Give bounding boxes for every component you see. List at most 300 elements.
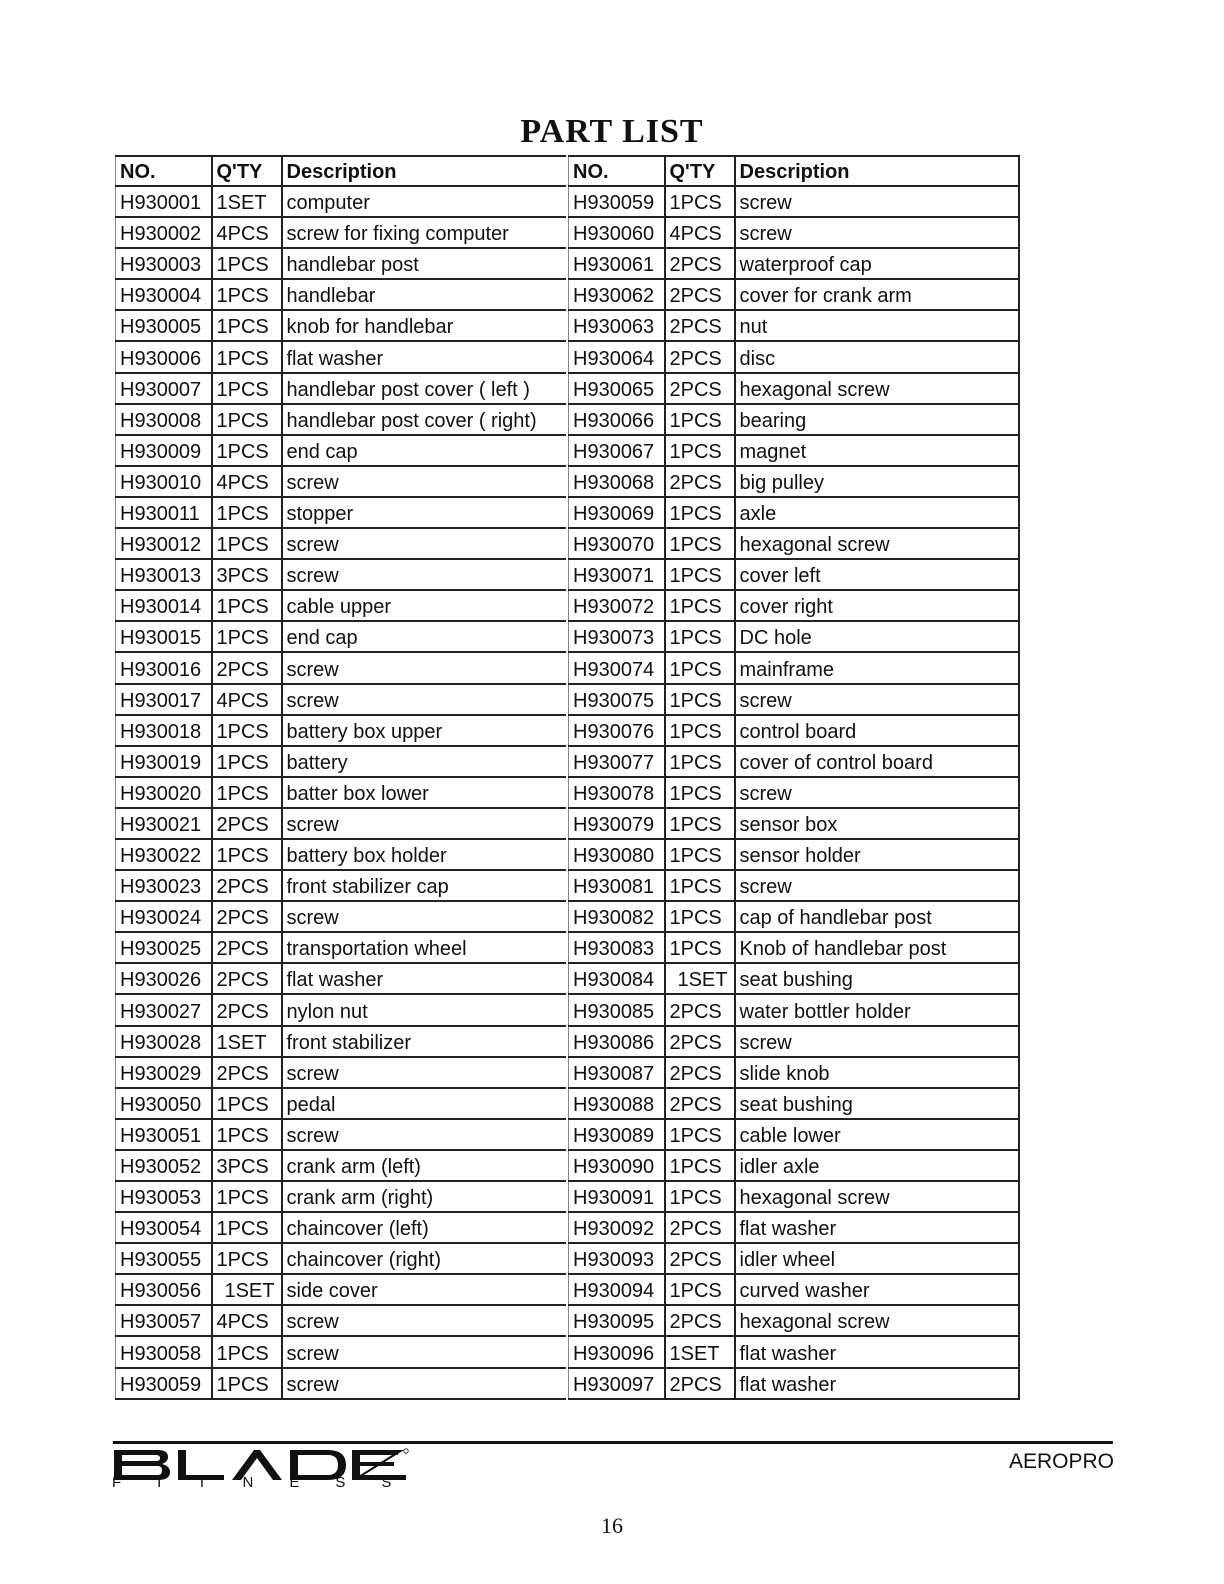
table-row <box>116 870 567 901</box>
description: batter box lower <box>282 777 567 808</box>
part-number: H930053 <box>116 1181 212 1212</box>
table-row <box>569 373 1020 404</box>
quantity: 1PCS <box>212 528 282 559</box>
quantity: 2PCS <box>212 808 282 839</box>
table-row <box>116 279 567 310</box>
quantity: 1PCS <box>212 839 282 870</box>
table-row <box>569 559 1020 590</box>
table-row <box>569 621 1020 652</box>
description: front stabilizer cap <box>282 870 567 901</box>
description: screw for fixing computer <box>282 217 567 248</box>
description: screw <box>735 684 1020 715</box>
quantity: 2PCS <box>212 652 282 683</box>
quantity: 1PCS <box>665 435 735 466</box>
table-row <box>116 186 567 217</box>
part-number: H930060 <box>569 217 665 248</box>
part-number: H930083 <box>569 932 665 963</box>
table-row <box>569 1305 1020 1336</box>
description: crank arm (left) <box>282 1150 567 1181</box>
quantity: 1PCS <box>665 1119 735 1150</box>
table-row <box>569 1057 1020 1088</box>
table-row <box>569 590 1020 621</box>
table-row <box>116 746 567 777</box>
part-number: H930092 <box>569 1212 665 1243</box>
part-number: H930015 <box>116 621 212 652</box>
part-number: H930096 <box>569 1336 665 1367</box>
part-number: H930074 <box>569 652 665 683</box>
part-number: H930059 <box>569 186 665 217</box>
quantity: 1PCS <box>665 808 735 839</box>
table-row <box>569 1150 1020 1181</box>
part-number: H930072 <box>569 590 665 621</box>
description: water bottler holder <box>735 994 1020 1025</box>
quantity: 1PCS <box>665 186 735 217</box>
table-header-row <box>569 156 1020 186</box>
table-row <box>569 466 1020 497</box>
table-row <box>116 1150 567 1181</box>
table-row <box>116 1336 567 1367</box>
quantity: 1PCS <box>212 373 282 404</box>
description: mainframe <box>735 652 1020 683</box>
part-number: H930058 <box>116 1336 212 1367</box>
part-number: H930027 <box>116 994 212 1025</box>
part-number: H930011 <box>116 497 212 528</box>
quantity: 2PCS <box>665 310 735 341</box>
description: flat washer <box>735 1212 1020 1243</box>
header-no: NO. <box>569 156 665 186</box>
description: flat washer <box>282 963 567 994</box>
description: battery box holder <box>282 839 567 870</box>
description: screw <box>735 217 1020 248</box>
quantity: 2PCS <box>665 1057 735 1088</box>
description: screw <box>282 652 567 683</box>
quantity: 2PCS <box>665 341 735 372</box>
page-number: 16 <box>601 1513 623 1538</box>
quantity: 1PCS <box>212 1243 282 1274</box>
parts-table-right <box>568 155 1020 1400</box>
description: battery <box>282 746 567 777</box>
part-number: H930001 <box>116 186 212 217</box>
part-number: H930021 <box>116 808 212 839</box>
part-number: H930006 <box>116 341 212 372</box>
part-number: H930085 <box>569 994 665 1025</box>
quantity: 1PCS <box>212 1119 282 1150</box>
table-row <box>569 404 1020 435</box>
table-header-row <box>116 156 567 186</box>
table-row <box>569 870 1020 901</box>
quantity: 1PCS <box>665 746 735 777</box>
table-row <box>569 994 1020 1025</box>
header-description: Description <box>282 156 567 186</box>
table-row <box>569 1368 1020 1399</box>
part-number: H930084 <box>569 963 665 994</box>
description: hexagonal screw <box>735 528 1020 559</box>
quantity: 1PCS <box>212 1336 282 1367</box>
part-number: H930026 <box>116 963 212 994</box>
quantity: 3PCS <box>212 1150 282 1181</box>
part-number: H930091 <box>569 1181 665 1212</box>
table-row <box>116 404 567 435</box>
description: crank arm (right) <box>282 1181 567 1212</box>
table-row <box>116 217 567 248</box>
quantity: 2PCS <box>665 1088 735 1119</box>
part-number: H930024 <box>116 901 212 932</box>
table-row <box>569 715 1020 746</box>
table-row <box>569 1181 1020 1212</box>
description: idler axle <box>735 1150 1020 1181</box>
model-name: AEROPRO <box>1008 1450 1114 1473</box>
quantity: 1PCS <box>665 839 735 870</box>
description: flat washer <box>735 1368 1020 1399</box>
quantity: 1SET <box>212 1026 282 1057</box>
description: flat washer <box>282 341 567 372</box>
table-row <box>116 994 567 1025</box>
description: screw <box>282 684 567 715</box>
table-row <box>569 310 1020 341</box>
description: handlebar post cover ( right) <box>282 404 567 435</box>
part-number: H930028 <box>116 1026 212 1057</box>
part-number: H930017 <box>116 684 212 715</box>
description: seat bushing <box>735 1088 1020 1119</box>
part-number: H930081 <box>569 870 665 901</box>
part-number: H930065 <box>569 373 665 404</box>
description: screw <box>282 1119 567 1150</box>
quantity: 2PCS <box>212 994 282 1025</box>
quantity: 1PCS <box>665 715 735 746</box>
quantity: 2PCS <box>212 1057 282 1088</box>
description: screw <box>735 870 1020 901</box>
part-number: H930022 <box>116 839 212 870</box>
part-number: H930066 <box>569 404 665 435</box>
quantity: 1PCS <box>665 404 735 435</box>
table-row <box>116 528 567 559</box>
part-number: H930090 <box>569 1150 665 1181</box>
quantity: 1PCS <box>212 1212 282 1243</box>
table-row <box>116 963 567 994</box>
description: screw <box>282 559 567 590</box>
part-number: H930016 <box>116 652 212 683</box>
description: nut <box>735 310 1020 341</box>
table-row <box>116 777 567 808</box>
description: axle <box>735 497 1020 528</box>
part-number: H930093 <box>569 1243 665 1274</box>
description: chaincover (right) <box>282 1243 567 1274</box>
description: slide knob <box>735 1057 1020 1088</box>
quantity: 1SET <box>665 1336 735 1367</box>
quantity: 2PCS <box>212 932 282 963</box>
part-number: H930004 <box>116 279 212 310</box>
part-number: H930002 <box>116 217 212 248</box>
quantity: 1PCS <box>665 870 735 901</box>
part-number: H930059 <box>116 1368 212 1399</box>
part-number: H930020 <box>116 777 212 808</box>
quantity: 4PCS <box>212 217 282 248</box>
table-row <box>116 652 567 683</box>
description: hexagonal screw <box>735 1305 1020 1336</box>
part-number: H930003 <box>116 248 212 279</box>
description: handlebar post <box>282 248 567 279</box>
part-number: H930089 <box>569 1119 665 1150</box>
part-number: H930012 <box>116 528 212 559</box>
part-number: H930076 <box>569 715 665 746</box>
table-row <box>569 901 1020 932</box>
table-row <box>569 808 1020 839</box>
table-row <box>116 839 567 870</box>
quantity: 1PCS <box>665 590 735 621</box>
table-row <box>116 559 567 590</box>
table-row <box>116 341 567 372</box>
part-number: H930094 <box>569 1274 665 1305</box>
quantity: 1PCS <box>212 746 282 777</box>
description: sensor holder <box>735 839 1020 870</box>
quantity: 2PCS <box>665 373 735 404</box>
part-number: H930097 <box>569 1368 665 1399</box>
part-number: H930010 <box>116 466 212 497</box>
part-number: H930073 <box>569 621 665 652</box>
description: hexagonal screw <box>735 1181 1020 1212</box>
table-row <box>569 1274 1020 1305</box>
quantity: 1PCS <box>212 248 282 279</box>
part-number: H930061 <box>569 248 665 279</box>
quantity: 1PCS <box>212 497 282 528</box>
part-number: H930051 <box>116 1119 212 1150</box>
part-number: H930005 <box>116 310 212 341</box>
quantity: 1PCS <box>665 684 735 715</box>
table-row <box>116 1026 567 1057</box>
description: cover left <box>735 559 1020 590</box>
description: end cap <box>282 621 567 652</box>
description: knob for handlebar <box>282 310 567 341</box>
quantity: 1PCS <box>665 777 735 808</box>
description: handlebar <box>282 279 567 310</box>
description: cable lower <box>735 1119 1020 1150</box>
quantity: 1PCS <box>212 310 282 341</box>
quantity: 1SET <box>212 186 282 217</box>
header-description: Description <box>735 156 1020 186</box>
description: screw <box>282 901 567 932</box>
quantity: 2PCS <box>665 1026 735 1057</box>
part-number: H930075 <box>569 684 665 715</box>
table-row <box>116 684 567 715</box>
page-title: PART LIST <box>520 113 704 150</box>
quantity: 2PCS <box>665 466 735 497</box>
logo-subtitle: FITNESS <box>112 1474 428 1491</box>
table-row <box>569 1119 1020 1150</box>
part-number: H930068 <box>569 466 665 497</box>
quantity: 1PCS <box>665 652 735 683</box>
quantity: 1PCS <box>212 1088 282 1119</box>
table-row <box>569 248 1020 279</box>
quantity: 2PCS <box>665 1212 735 1243</box>
description: screw <box>282 1057 567 1088</box>
quantity: 2PCS <box>665 279 735 310</box>
part-number: H930080 <box>569 839 665 870</box>
table-row <box>116 1305 567 1336</box>
table-row <box>569 435 1020 466</box>
table-row <box>569 341 1020 372</box>
description: flat washer <box>735 1336 1020 1367</box>
description: sensor box <box>735 808 1020 839</box>
quantity: 4PCS <box>212 1305 282 1336</box>
table-row <box>569 746 1020 777</box>
description: handlebar post cover ( left ) <box>282 373 567 404</box>
quantity: 1PCS <box>665 1150 735 1181</box>
table-row <box>116 466 567 497</box>
table-row <box>569 279 1020 310</box>
part-number: H930019 <box>116 746 212 777</box>
quantity: 1PCS <box>665 528 735 559</box>
description: screw <box>282 1305 567 1336</box>
quantity: 4PCS <box>212 684 282 715</box>
description: hexagonal screw <box>735 373 1020 404</box>
description: screw <box>282 466 567 497</box>
part-number: H930095 <box>569 1305 665 1336</box>
table-row <box>116 497 567 528</box>
description: bearing <box>735 404 1020 435</box>
header-qty: Q'TY <box>665 156 735 186</box>
quantity: 2PCS <box>665 994 735 1025</box>
description: side cover <box>282 1274 567 1305</box>
table-row <box>116 715 567 746</box>
description: seat bushing <box>735 963 1020 994</box>
quantity: 2PCS <box>665 1243 735 1274</box>
description: big pulley <box>735 466 1020 497</box>
part-number: H930050 <box>116 1088 212 1119</box>
table-row <box>569 1336 1020 1367</box>
part-number: H930052 <box>116 1150 212 1181</box>
quantity: 2PCS <box>665 1305 735 1336</box>
table-row <box>569 1243 1020 1274</box>
description: magnet <box>735 435 1020 466</box>
quantity: 1PCS <box>665 1181 735 1212</box>
quantity: 1PCS <box>212 777 282 808</box>
part-number: H930063 <box>569 310 665 341</box>
table-row <box>116 310 567 341</box>
part-number: H930029 <box>116 1057 212 1088</box>
table-row <box>116 901 567 932</box>
quantity: 2PCS <box>665 1368 735 1399</box>
part-number: H930087 <box>569 1057 665 1088</box>
quantity: 2PCS <box>212 901 282 932</box>
description: screw <box>282 808 567 839</box>
header-qty: Q'TY <box>212 156 282 186</box>
description: nylon nut <box>282 994 567 1025</box>
table-row <box>116 373 567 404</box>
table-row <box>116 621 567 652</box>
quantity: 1PCS <box>212 590 282 621</box>
table-row <box>569 777 1020 808</box>
parts-table-left <box>115 155 566 1400</box>
description: idler wheel <box>735 1243 1020 1274</box>
part-number: H930056 <box>116 1274 212 1305</box>
description: cable upper <box>282 590 567 621</box>
quantity: 1PCS <box>212 279 282 310</box>
quantity: 1SET <box>665 963 735 994</box>
description: battery box upper <box>282 715 567 746</box>
description: pedal <box>282 1088 567 1119</box>
description: disc <box>735 341 1020 372</box>
quantity: 2PCS <box>212 870 282 901</box>
quantity: 1PCS <box>212 435 282 466</box>
table-row <box>569 932 1020 963</box>
description: screw <box>735 1026 1020 1057</box>
table-row <box>116 1243 567 1274</box>
table-row <box>116 1274 567 1305</box>
quantity: 1PCS <box>665 497 735 528</box>
quantity: 1PCS <box>665 559 735 590</box>
part-number: H930007 <box>116 373 212 404</box>
description: front stabilizer <box>282 1026 567 1057</box>
part-number: H930071 <box>569 559 665 590</box>
quantity: 1PCS <box>665 1274 735 1305</box>
description: cap of handlebar post <box>735 901 1020 932</box>
quantity: 1PCS <box>665 621 735 652</box>
quantity: 3PCS <box>212 559 282 590</box>
quantity: 1PCS <box>212 621 282 652</box>
table-row <box>116 590 567 621</box>
table-row <box>116 808 567 839</box>
quantity: 4PCS <box>665 217 735 248</box>
quantity: 1PCS <box>212 715 282 746</box>
part-number: H930025 <box>116 932 212 963</box>
description: screw <box>735 186 1020 217</box>
description: cover of control board <box>735 746 1020 777</box>
part-number: H930018 <box>116 715 212 746</box>
quantity: 1PCS <box>212 341 282 372</box>
table-row <box>569 528 1020 559</box>
quantity: 4PCS <box>212 466 282 497</box>
quantity: 1PCS <box>212 1368 282 1399</box>
footer-divider <box>113 1441 1113 1444</box>
table-row <box>569 186 1020 217</box>
quantity: 1SET <box>212 1274 282 1305</box>
table-row <box>116 1212 567 1243</box>
part-number: H930064 <box>569 341 665 372</box>
description: Knob of handlebar post <box>735 932 1020 963</box>
table-row <box>569 652 1020 683</box>
header-no: NO. <box>116 156 212 186</box>
table-row <box>116 248 567 279</box>
table-row <box>116 1088 567 1119</box>
quantity: 2PCS <box>665 248 735 279</box>
description: screw <box>282 1336 567 1367</box>
part-number: H930070 <box>569 528 665 559</box>
part-number: H930062 <box>569 279 665 310</box>
table-row <box>569 1212 1020 1243</box>
description: chaincover (left) <box>282 1212 567 1243</box>
description: DC hole <box>735 621 1020 652</box>
table-row <box>569 1088 1020 1119</box>
part-number: H930057 <box>116 1305 212 1336</box>
part-number: H930008 <box>116 404 212 435</box>
quantity: 1PCS <box>665 932 735 963</box>
description: stopper <box>282 497 567 528</box>
table-row <box>569 217 1020 248</box>
quantity: 1PCS <box>212 1181 282 1212</box>
part-number: H930023 <box>116 870 212 901</box>
part-number: H930086 <box>569 1026 665 1057</box>
table-row <box>569 963 1020 994</box>
description: transportation wheel <box>282 932 567 963</box>
table-row <box>569 839 1020 870</box>
quantity: 1PCS <box>665 901 735 932</box>
description: cover for crank arm <box>735 279 1020 310</box>
part-number: H930088 <box>569 1088 665 1119</box>
table-row <box>569 497 1020 528</box>
description: end cap <box>282 435 567 466</box>
part-number: H930082 <box>569 901 665 932</box>
description: screw <box>735 777 1020 808</box>
